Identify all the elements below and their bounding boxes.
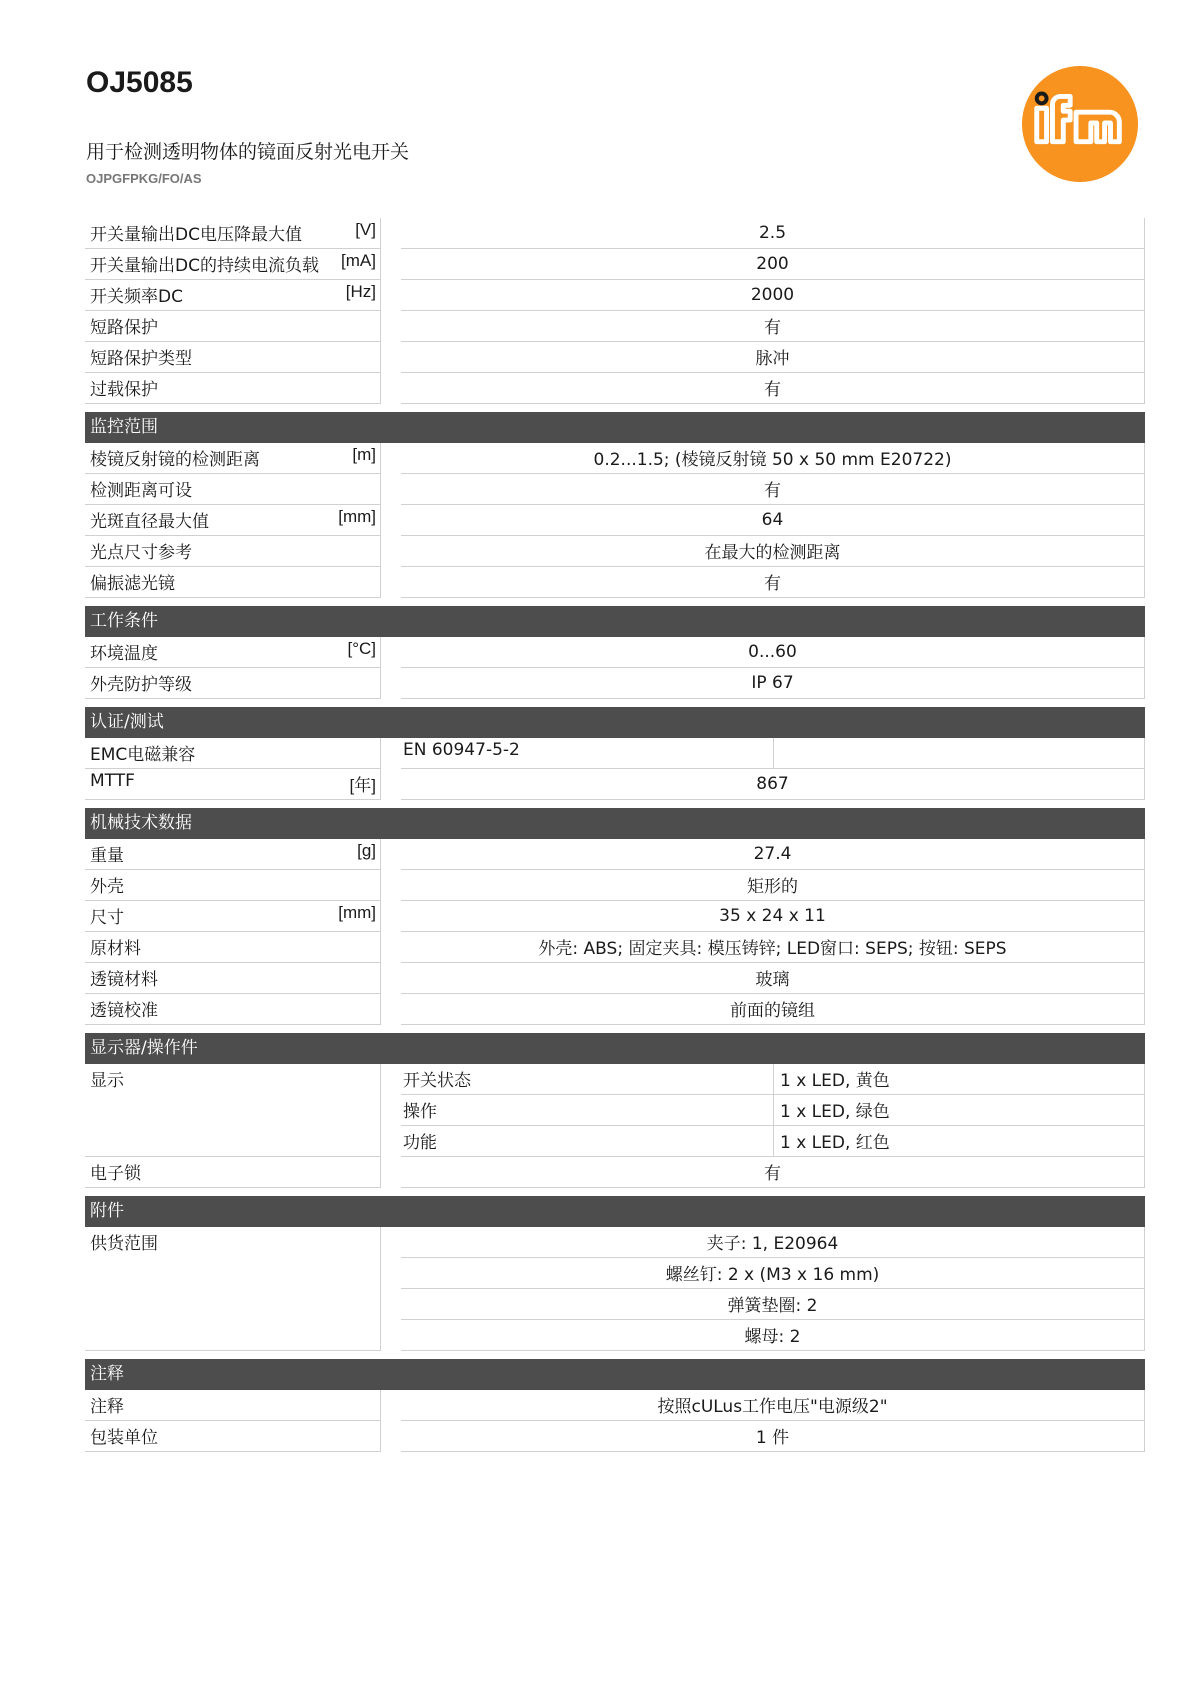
- spec-value: 外壳: ABS; 固定夹具: 模压铸锌; LED窗口: SEPS; 按钮: SEPS: [401, 932, 1145, 963]
- spec-value: 在最大的检测距离: [401, 536, 1145, 567]
- spec-label: 开关量输出DC的持续电流负载: [90, 256, 319, 276]
- spec-value: 按照cULus工作电压"电源级2": [401, 1390, 1145, 1421]
- spec-value: 0.2...1.5; (棱镜反射镜 50 x 50 mm E20722): [401, 443, 1145, 474]
- spec-subkey: 开关状态: [401, 1064, 774, 1094]
- cell-spacer: [381, 443, 401, 474]
- cell-spacer: [381, 994, 401, 1025]
- cell-spacer: [381, 738, 401, 769]
- spec-row: [85, 311, 1145, 342]
- spec-value: 玻璃: [401, 963, 1145, 994]
- spec-value: 有: [401, 1157, 1145, 1188]
- spec-subrow: [401, 1126, 1145, 1157]
- section-header: 注释: [85, 1359, 1145, 1390]
- spec-label-cell: [85, 769, 381, 800]
- ifm-logo: [1021, 65, 1139, 183]
- spec-label-cell: [85, 280, 381, 311]
- spec-unit: [g]: [357, 841, 376, 860]
- spec-value-column: [401, 769, 1145, 800]
- spec-subkey: 功能: [401, 1126, 774, 1156]
- spec-value: 2.5: [401, 218, 1145, 249]
- spec-label-cell: [85, 311, 381, 342]
- spec-value-column: [401, 1421, 1145, 1452]
- spec-value: 有: [401, 567, 1145, 598]
- spec-value-column: [401, 249, 1145, 280]
- spec-value-column: [401, 901, 1145, 932]
- section-header: 机械技术数据: [85, 808, 1145, 839]
- spec-row: [85, 932, 1145, 963]
- product-description: 用于检测透明物体的镜面反射光电开关: [86, 141, 410, 163]
- spec-label-cell: [85, 249, 381, 280]
- spec-label: 检测距离可设: [90, 481, 192, 501]
- spec-row: [85, 280, 1145, 311]
- spec-value: 200: [401, 249, 1145, 280]
- spec-label: 偏振滤光镜: [90, 574, 175, 594]
- cell-spacer: [381, 280, 401, 311]
- spec-value-column: [401, 505, 1145, 536]
- spec-subkey: 操作: [401, 1095, 774, 1125]
- section-header: 监控范围: [85, 412, 1145, 443]
- product-code-title: OJ5085: [86, 66, 193, 99]
- spec-value-column: [401, 1157, 1145, 1188]
- spec-value-column: [401, 443, 1145, 474]
- spec-value-column: [401, 1390, 1145, 1421]
- spec-label-cell: [85, 1157, 381, 1188]
- cell-spacer: [381, 901, 401, 932]
- cell-spacer: [381, 342, 401, 373]
- spec-label: 透镜材料: [90, 970, 158, 990]
- spec-label-cell: [85, 963, 381, 994]
- cell-spacer: [381, 505, 401, 536]
- spec-label-cell: [85, 1421, 381, 1452]
- spec-row: [85, 994, 1145, 1025]
- spec-value: 有: [401, 311, 1145, 342]
- cell-spacer: [381, 1064, 401, 1157]
- spec-value-column: [401, 1064, 1145, 1157]
- spec-value-column: [401, 474, 1145, 505]
- spec-label-cell: [85, 738, 381, 769]
- spec-label: 重量: [90, 846, 124, 866]
- spec-label: 棱镜反射镜的检测距离: [90, 450, 260, 470]
- spec-value-column: [401, 668, 1145, 699]
- spec-value-column: [401, 218, 1145, 249]
- spec-value: 前面的镜组: [401, 994, 1145, 1025]
- cell-spacer: [381, 839, 401, 870]
- spec-label-cell: [85, 901, 381, 932]
- spec-value-column: [401, 738, 1145, 769]
- spec-unit: [Hz]: [345, 282, 376, 301]
- spec-value: IP 67: [401, 668, 1145, 699]
- spec-label-cell: [85, 870, 381, 901]
- spec-label-cell: [85, 668, 381, 699]
- spec-label: 电子锁: [90, 1164, 141, 1184]
- spec-value-line: 夹子: 1, E20964: [401, 1227, 1145, 1258]
- spec-subvalue: 1 x LED, 红色: [780, 1133, 890, 1153]
- spec-row: [85, 839, 1145, 870]
- spec-label: 短路保护: [90, 318, 158, 338]
- cell-spacer: [381, 1390, 401, 1421]
- spec-unit: [°C]: [347, 639, 376, 658]
- cell-spacer: [381, 474, 401, 505]
- spec-label-cell: [85, 994, 381, 1025]
- section-header: 附件: [85, 1196, 1145, 1227]
- cell-spacer: [381, 218, 401, 249]
- spec-value: 有: [401, 474, 1145, 505]
- cell-spacer: [381, 637, 401, 668]
- cell-spacer: [381, 536, 401, 567]
- spec-subvalue: 1 x LED, 绿色: [780, 1102, 890, 1122]
- spec-label: 光斑直径最大值: [90, 512, 209, 532]
- spec-row: [85, 1390, 1145, 1421]
- spec-label: 尺寸: [90, 908, 124, 928]
- spec-value-column: [401, 311, 1145, 342]
- spec-label: 开关频率DC: [90, 287, 183, 307]
- product-article-code: OJPGFPKG/FO/AS: [86, 171, 202, 186]
- spec-unit: [V]: [355, 220, 376, 239]
- spec-row: [85, 567, 1145, 598]
- cell-spacer: [381, 870, 401, 901]
- spec-label: 光点尺寸参考: [90, 543, 192, 563]
- cell-spacer: [381, 567, 401, 598]
- spec-value: 1 件: [401, 1421, 1145, 1452]
- spec-unit: [mA]: [341, 251, 376, 270]
- spec-label: MTTF: [90, 771, 135, 791]
- spec-value-column: [401, 342, 1145, 373]
- spec-unit: [mm]: [338, 507, 376, 526]
- spec-row: [85, 218, 1145, 249]
- spec-label: 透镜校准: [90, 1001, 158, 1021]
- spec-row: [85, 249, 1145, 280]
- spec-value-column: [401, 567, 1145, 598]
- cell-spacer: [381, 249, 401, 280]
- spec-label-cell: [85, 218, 381, 249]
- spec-label: 开关量输出DC电压降最大值: [90, 225, 302, 245]
- spec-label: 环境温度: [90, 644, 158, 664]
- spec-value: 矩形的: [401, 870, 1145, 901]
- cell-spacer: [381, 311, 401, 342]
- spec-subkey: EN 60947-5-2: [401, 738, 774, 768]
- spec-value-column: [401, 932, 1145, 963]
- spec-label-cell: [85, 567, 381, 598]
- spec-row: [85, 1157, 1145, 1188]
- spec-value-column: [401, 536, 1145, 567]
- spec-subrow: [401, 738, 1145, 769]
- section-header: 显示器/操作件: [85, 1033, 1145, 1064]
- cell-spacer: [381, 963, 401, 994]
- spec-value: 867: [401, 769, 1145, 800]
- cell-spacer: [381, 373, 401, 404]
- spec-label: 注释: [90, 1397, 124, 1417]
- spec-subvalue: 1 x LED, 黄色: [780, 1071, 890, 1091]
- spec-subrow: [401, 1095, 1145, 1126]
- spec-value-column: [401, 994, 1145, 1025]
- cell-spacer: [381, 1157, 401, 1188]
- spec-value: 64: [401, 505, 1145, 536]
- spec-label: 过载保护: [90, 380, 158, 400]
- spec-label-cell: [85, 443, 381, 474]
- spec-unit: [mm]: [338, 903, 376, 922]
- spec-label: EMC电磁兼容: [90, 745, 196, 765]
- spec-value-line: 螺母: 2: [401, 1320, 1145, 1351]
- spec-unit: [年]: [349, 776, 376, 795]
- spec-label-cell: [85, 1227, 381, 1351]
- spec-row: [85, 536, 1145, 567]
- spec-row: [85, 443, 1145, 474]
- spec-label-cell: [85, 839, 381, 870]
- cell-spacer: [381, 1227, 401, 1351]
- spec-row: [85, 342, 1145, 373]
- spec-value-column: [401, 637, 1145, 668]
- spec-row: [85, 963, 1145, 994]
- section-header: 认证/测试: [85, 707, 1145, 738]
- spec-value: 27.4: [401, 839, 1145, 870]
- spec-label: 供货范围: [90, 1234, 158, 1254]
- spec-row: [85, 1064, 1145, 1157]
- spec-value: 0...60: [401, 637, 1145, 668]
- spec-value-line: 弹簧垫圈: 2: [401, 1289, 1145, 1320]
- spec-value: 2000: [401, 280, 1145, 311]
- spec-label-cell: [85, 536, 381, 567]
- section-header: 工作条件: [85, 606, 1145, 637]
- spec-row: [85, 505, 1145, 536]
- spec-row: [85, 738, 1145, 769]
- cell-spacer: [381, 769, 401, 800]
- cell-spacer: [381, 668, 401, 699]
- spec-label-cell: [85, 505, 381, 536]
- spec-value-line: 螺丝钉: 2 x (M3 x 16 mm): [401, 1258, 1145, 1289]
- spec-row: [85, 1421, 1145, 1452]
- spec-value-column: [401, 280, 1145, 311]
- spec-value: 35 x 24 x 11: [401, 901, 1145, 932]
- spec-row: [85, 1227, 1145, 1351]
- spec-label-cell: [85, 342, 381, 373]
- spec-label: 外壳防护等级: [90, 675, 192, 695]
- spec-label-cell: [85, 373, 381, 404]
- spec-row: [85, 637, 1145, 668]
- spec-subvalue: [774, 738, 1144, 768]
- specification-table: [85, 218, 1145, 1452]
- cell-spacer: [381, 932, 401, 963]
- spec-label: 短路保护类型: [90, 349, 192, 369]
- spec-value-column: [401, 963, 1145, 994]
- spec-value-column: [401, 373, 1145, 404]
- spec-unit: [m]: [352, 445, 376, 464]
- spec-row: [85, 769, 1145, 800]
- spec-label-cell: [85, 1064, 381, 1157]
- spec-row: [85, 870, 1145, 901]
- spec-label: 包装单位: [90, 1428, 158, 1448]
- spec-label-cell: [85, 932, 381, 963]
- spec-row: [85, 668, 1145, 699]
- spec-subrow: [401, 1064, 1145, 1095]
- spec-row: [85, 373, 1145, 404]
- spec-label: 外壳: [90, 877, 124, 897]
- spec-value-column: [401, 839, 1145, 870]
- spec-value: 脉冲: [401, 342, 1145, 373]
- spec-label-cell: [85, 474, 381, 505]
- spec-label-cell: [85, 1390, 381, 1421]
- spec-row: [85, 474, 1145, 505]
- spec-label: 显示: [90, 1071, 124, 1091]
- spec-value: 有: [401, 373, 1145, 404]
- spec-value-column: [401, 870, 1145, 901]
- spec-value-column: [401, 1227, 1145, 1351]
- spec-label-cell: [85, 637, 381, 668]
- cell-spacer: [381, 1421, 401, 1452]
- spec-row: [85, 901, 1145, 932]
- spec-label: 原材料: [90, 939, 141, 959]
